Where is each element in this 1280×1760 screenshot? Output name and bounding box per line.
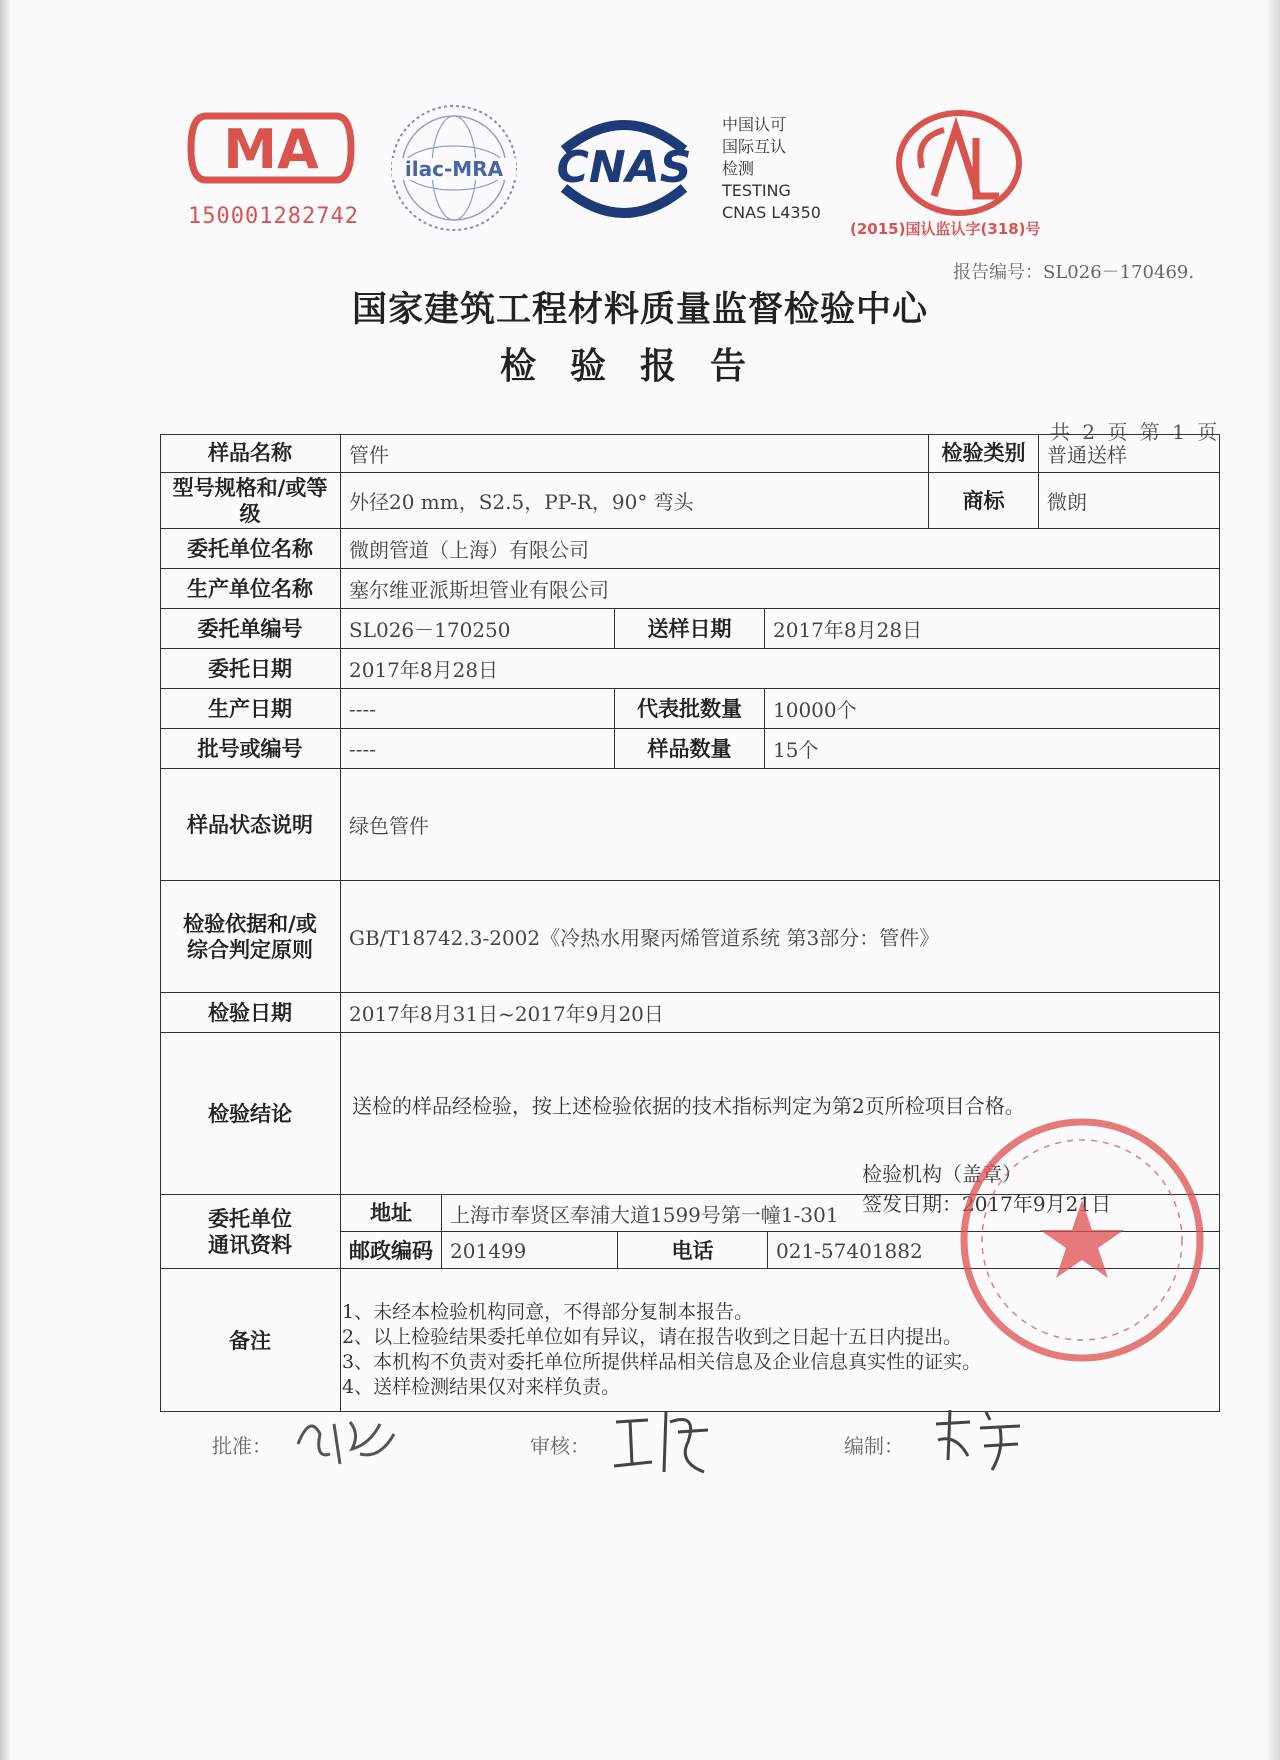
value-inspection-type: 普通送样	[1038, 434, 1220, 472]
value-commission-no: SL026－170250	[340, 609, 614, 648]
report-number: 报告编号：SL026－170469.	[953, 262, 1195, 283]
value-phone: 021-57401882	[767, 1232, 1220, 1268]
label-phone: 电话	[617, 1232, 767, 1268]
value-postcode: 201499	[441, 1232, 617, 1268]
value-manufacturer: 塞尔维亚派斯坦管业有限公司	[340, 569, 1220, 608]
label-contact-line: 通讯资料	[208, 1232, 292, 1257]
table-row	[160, 472, 1220, 528]
cma-logo	[186, 108, 356, 188]
ilac-mra-logo	[388, 102, 520, 234]
label-trademark: 商标	[928, 473, 1038, 528]
label-production-date: 生产日期	[208, 696, 292, 721]
value-sample-quantity: 15个	[764, 729, 1220, 768]
cnas-line: 检测	[722, 159, 755, 178]
label-manufacturer: 生产单位名称	[187, 576, 313, 601]
cnas-logo	[544, 110, 704, 222]
svg-text:CNAS: CNAS	[556, 142, 692, 193]
label-client-name: 委托单位名称	[187, 536, 313, 561]
cal-logo	[894, 108, 1024, 218]
label-contact-line: 委托单位	[208, 1206, 292, 1231]
cnas-line: CNAS L4350	[722, 203, 821, 222]
compile-label: 编制：	[844, 1434, 904, 1458]
cma-number: 150001282742	[188, 204, 359, 229]
value-batch-no: ----	[340, 729, 614, 768]
label-commission-date: 委托日期	[208, 656, 292, 681]
review-label: 审核：	[530, 1434, 590, 1458]
label-remarks: 备注	[229, 1328, 271, 1353]
table-row	[160, 768, 1220, 880]
cnas-text-block	[722, 114, 821, 224]
page-count: 共 2 页 第 1 页	[1050, 420, 1221, 444]
value-batch-quantity: 10000个	[764, 689, 1220, 728]
value-production-date: ----	[340, 689, 614, 728]
value-sample-name: 管件	[340, 434, 928, 472]
label-commission-no: 委托单编号	[197, 616, 303, 641]
label-sample-name: 样品名称	[208, 441, 292, 465]
cal-caption: (2015)国认监认字(318)号	[850, 220, 1041, 238]
conclusion-text: 送检的样品经检验，按上述检验依据的技术指标判定为第2页所检项目合格。	[352, 1094, 1025, 1118]
label-address: 地址	[370, 1201, 412, 1225]
value-commission-date: 2017年8月28日	[340, 649, 1220, 688]
table-row	[160, 728, 1220, 768]
label-sample-quantity: 样品数量	[614, 729, 764, 768]
table-row	[160, 528, 1220, 568]
value-inspection-date: 2017年8月31日~2017年9月20日	[340, 993, 1220, 1032]
report-title: 检验报告	[499, 346, 780, 387]
remark-item: 4、送样检测结果仅对来样负责。	[342, 1376, 621, 1398]
label-delivery-date: 送样日期	[614, 609, 764, 648]
remarks-list	[342, 1300, 981, 1400]
approver-signature	[290, 1404, 400, 1474]
issue-date-line: 签发日期：2017年9月21日	[862, 1192, 1112, 1216]
inspection-org-line: 检验机构（盖章）	[862, 1162, 1022, 1186]
label-postcode: 邮政编码	[349, 1238, 433, 1263]
remark-item: 2、以上检验结果委托单位如有异议，请在报告收到之日起十五日内提出。	[342, 1326, 963, 1348]
label-conclusion: 检验结论	[208, 1101, 292, 1126]
value-address: 上海市奉贤区奉浦大道1599号第一幢1-301	[441, 1195, 1220, 1231]
table-row	[160, 880, 1220, 992]
value-model-spec: 外径20 mm，S2.5，PP-R，90° 弯头	[340, 473, 928, 528]
remark-item: 1、未经本检验机构同意，不得部分复制本报告。	[342, 1301, 754, 1323]
cnas-line: 国际互认	[722, 137, 787, 156]
label-basis	[160, 881, 340, 992]
table-row	[160, 648, 1220, 688]
label-inspection-date: 检验日期	[208, 1000, 292, 1025]
label-batch-no: 批号或编号	[197, 736, 303, 761]
value-delivery-date: 2017年8月28日	[764, 609, 1220, 648]
approve-label: 批准：	[212, 1434, 272, 1458]
official-seal-stamp	[952, 1110, 1212, 1370]
reviewer-signature	[608, 1402, 718, 1482]
label-sample-status: 样品状态说明	[187, 812, 313, 837]
table-row	[160, 992, 1220, 1032]
page-shadow-right	[1266, 0, 1280, 1760]
label-model-spec: 型号规格和/或等级	[172, 475, 328, 526]
label-basis-line: 综合判定原则	[187, 937, 313, 962]
compiler-signature	[930, 1400, 1030, 1480]
value-sample-status: 绿色管件	[340, 769, 1220, 880]
label-basis-line: 检验依据和/或	[183, 911, 317, 936]
svg-text:MA: MA	[223, 118, 319, 181]
cnas-line: 中国认可	[722, 115, 787, 134]
institution-title: 国家建筑工程材料质量监督检验中心	[351, 290, 928, 330]
svg-text:ilac-MRA: ilac-MRA	[404, 157, 504, 181]
cnas-line: TESTING	[722, 181, 791, 200]
table-row	[160, 608, 1220, 648]
label-contact	[160, 1195, 340, 1268]
label-batch-quantity: 代表批数量	[614, 689, 764, 728]
table-row	[160, 434, 1220, 472]
value-client-name: 微朗管道（上海）有限公司	[340, 529, 1220, 568]
value-trademark: 微朗	[1038, 473, 1220, 528]
table-row	[160, 688, 1220, 728]
page-shadow-left	[0, 0, 10, 1760]
value-basis: GB/T18742.3-2002《冷热水用聚丙烯管道系统 第3部分：管件》	[340, 881, 1220, 992]
label-inspection-type: 检验类别	[928, 434, 1038, 472]
table-row	[160, 568, 1220, 608]
remark-item: 3、本机构不负责对委托单位所提供样品相关信息及企业信息真实性的证实。	[342, 1351, 982, 1373]
